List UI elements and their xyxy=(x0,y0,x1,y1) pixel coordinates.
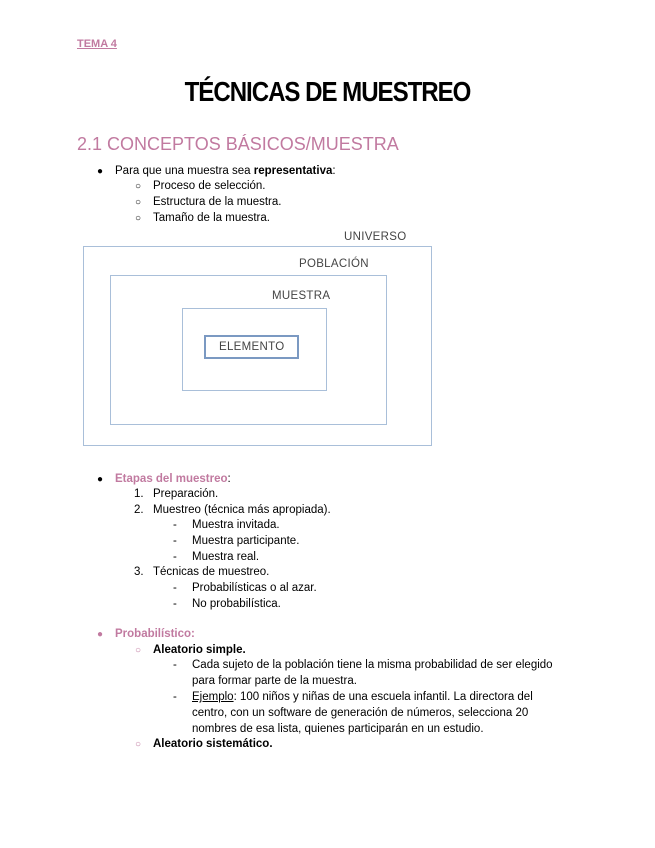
step-number: 2. xyxy=(134,504,144,516)
dash-bullet: - xyxy=(173,598,177,610)
representativa-line xyxy=(115,164,336,179)
bullet-circle: ○ xyxy=(135,645,142,656)
paragraph-line: Cada sujeto de la población tiene la misma probabilidad de ser elegido xyxy=(192,659,553,671)
muestra-label: MUESTRA xyxy=(272,290,331,302)
list-item: Muestra real. xyxy=(192,551,260,563)
aleatorio-simple: Aleatorio simple. xyxy=(153,644,246,656)
step-text: Preparación. xyxy=(153,488,219,500)
etapas-title: Etapas del muestreo xyxy=(115,473,228,485)
list-item: Tamaño de la muestra. xyxy=(153,212,270,224)
poblacion-label: POBLACIÓN xyxy=(299,258,369,270)
bullet-circle: ○ xyxy=(135,213,142,224)
ejemplo-text: : 100 niños y niñas de una escuela infantil. La directora del xyxy=(233,691,533,703)
representativa-tail: : xyxy=(332,165,336,177)
dash-bullet: - xyxy=(173,582,177,594)
ejemplo-label: Ejemplo xyxy=(192,691,234,703)
representativa-intro: Para que una muestra sea xyxy=(115,165,254,177)
bullet-circle: ○ xyxy=(135,197,142,208)
bullet-dot: ● xyxy=(97,629,104,640)
dash-bullet: - xyxy=(173,551,177,563)
etapas-colon: : xyxy=(227,473,231,485)
bullet-circle: ○ xyxy=(135,181,142,192)
bullet-dot: ● xyxy=(97,166,104,177)
ejemplo-line xyxy=(192,690,533,705)
bullet-dot: ● xyxy=(97,474,104,485)
dash-bullet: - xyxy=(173,691,177,703)
step-text: Técnicas de muestreo. xyxy=(153,566,270,578)
dash-bullet: - xyxy=(173,535,177,547)
step-number: 3. xyxy=(134,566,144,578)
elemento-label: ELEMENTO xyxy=(219,341,285,353)
dash-bullet: - xyxy=(173,519,177,531)
paragraph-line: centro, con un software de generación de números, selecciona 20 xyxy=(192,707,529,719)
section-heading: 2.1 CONCEPTOS BÁSICOS/MUESTRA xyxy=(77,134,399,154)
list-item: Estructura de la muestra. xyxy=(153,196,282,208)
dash-bullet: - xyxy=(173,659,177,671)
etapas-heading xyxy=(115,472,231,487)
list-item: Muestra invitada. xyxy=(192,519,280,531)
paragraph-line: nombres de esa lista, quienes participarán en un estudio. xyxy=(192,723,484,735)
list-item: Muestra participante. xyxy=(192,535,300,547)
list-item: Proceso de selección. xyxy=(153,180,266,192)
universo-label: UNIVERSO xyxy=(344,231,407,243)
step-text: Muestreo (técnica más apropiada). xyxy=(153,504,331,516)
aleatorio-sistematico: Aleatorio sistemático. xyxy=(153,738,273,750)
tema-label[interactable]: TEMA 4 xyxy=(77,38,117,50)
list-item: Probabilísticas o al azar. xyxy=(192,582,317,594)
probabilistico-heading: Probabilístico: xyxy=(115,628,195,640)
representativa-bold: representativa xyxy=(253,165,333,177)
page-title: TÉCNICAS DE MUESTREO xyxy=(184,76,471,107)
list-item: No probabilística. xyxy=(192,598,281,610)
paragraph-line: para formar parte de la muestra. xyxy=(192,675,357,687)
bullet-circle: ○ xyxy=(135,739,142,750)
step-number: 1. xyxy=(134,488,144,500)
